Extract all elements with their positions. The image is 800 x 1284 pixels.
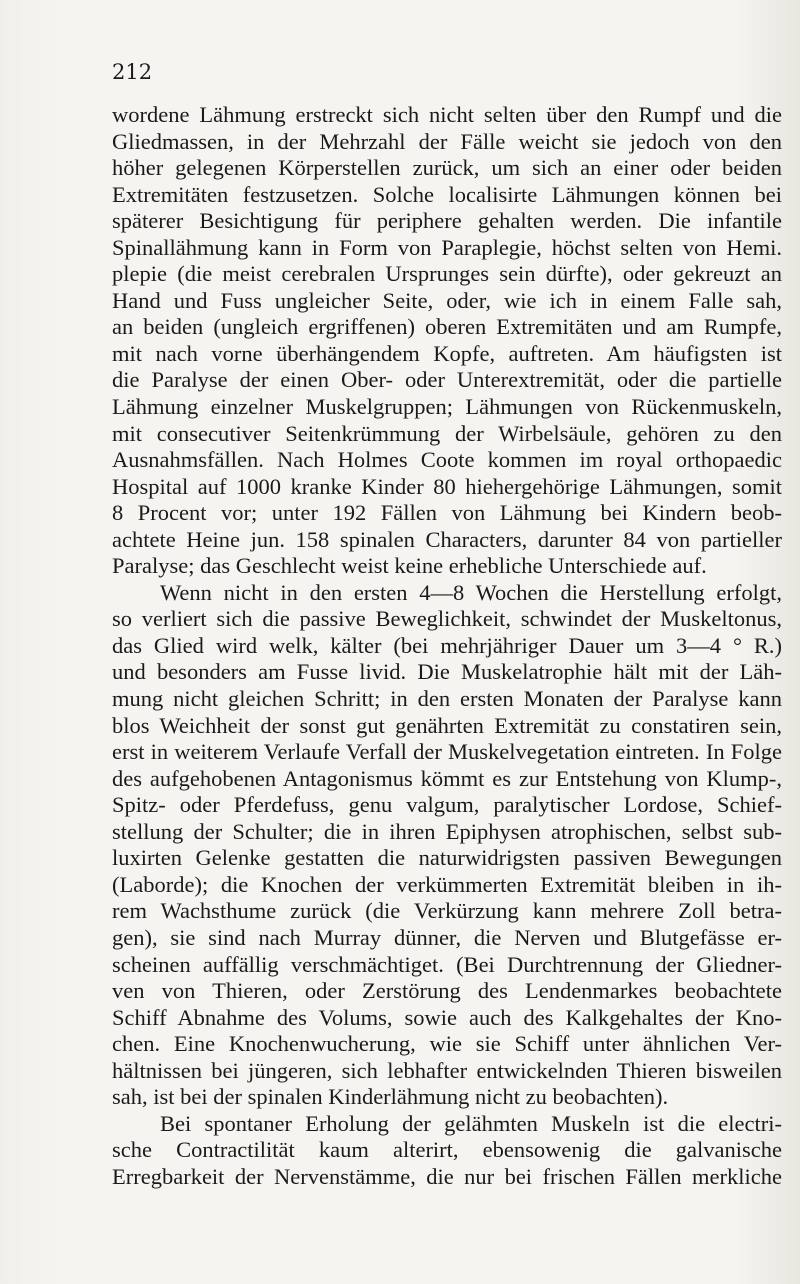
text-line: Schiff Abnahme des Volums, sowie auch des Kalkgehaltes der Kno- bbox=[112, 1004, 782, 1030]
text-line: (Laborde); die Knochen der verkümmerten Extremität bleiben in ih- bbox=[112, 871, 782, 897]
body-text bbox=[112, 102, 782, 1190]
text-line: Gliedmassen, in der Mehrzahl der Fälle weicht sie jedoch von den bbox=[112, 128, 782, 154]
text-line: des aufgehobenen Antagonismus kömmt es zur Entstehung von Klump-, bbox=[112, 765, 782, 791]
text-line: blos Weichheit der sonst gut genährten Extremität zu constatiren sein, bbox=[112, 712, 782, 738]
text-line: mung nicht gleichen Schritt; in den ersten Monaten der Paralyse kann bbox=[112, 686, 782, 712]
text-line: scheinen auffällig verschmächtiget. (Bei Durchtrennung der Gliedner- bbox=[112, 951, 782, 977]
text-line: höher gelegenen Körperstellen zurück, um sich an einer oder beiden bbox=[112, 155, 782, 181]
text-line: 8 Procent vor; unter 192 Fällen von Lähmung bei Kindern beob- bbox=[112, 500, 782, 526]
text-line: stellung der Schulter; die in ihren Epiphysen atrophischen, selbst sub- bbox=[112, 818, 782, 844]
text-line: Hand und Fuss ungleicher Seite, oder, wie ich in einem Falle sah, bbox=[112, 287, 782, 313]
text-line: mit consecutiver Seitenkrümmung der Wirbelsäule, gehören zu den bbox=[112, 420, 782, 446]
text-line: Ausnahmsfällen. Nach Holmes Coote kommen im royal orthopaedic bbox=[112, 447, 782, 473]
paragraph-2 bbox=[112, 580, 782, 1111]
text-line: an beiden (ungleich ergriffenen) oberen Extremitäten und am Rumpfe, bbox=[112, 314, 782, 340]
text-line: und besonders am Fusse livid. Die Muskelatrophie hält mit der Läh- bbox=[112, 659, 782, 685]
text-line: mit nach vorne überhängendem Kopfe, auftreten. Am häufigsten ist bbox=[112, 340, 782, 366]
text-line: Lähmung einzelner Muskelgruppen; Lähmungen von Rückenmuskeln, bbox=[112, 394, 782, 420]
text-line: Spitz- oder Pferdefuss, genu valgum, paralytischer Lordose, Schief- bbox=[112, 792, 782, 818]
text-line: Wenn nicht in den ersten 4—8 Wochen die Herstellung erfolgt, bbox=[160, 579, 782, 605]
text-line: späterer Besichtigung für periphere gehalten werden. Die infantile bbox=[112, 208, 782, 234]
text-line: sche Contractilität kaum alterirt, ebensowenig die galvanische bbox=[112, 1137, 782, 1163]
text-line: plepie (die meist cerebralen Ursprunges sein dürfte), oder gekreuzt an bbox=[112, 261, 782, 287]
text-line: das Glied wird welk, kälter (bei mehrjähriger Dauer um 3—4 ° R.) bbox=[112, 632, 782, 658]
text-line: achtete Heine jun. 158 spinalen Characters, darunter 84 von partieller bbox=[112, 526, 782, 552]
text-line: so verliert sich die passive Beweglichkeit, schwindet der Muskeltonus, bbox=[112, 606, 782, 632]
text-line: Paralyse; das Geschlecht weist keine erhebliche Unterschiede auf. bbox=[112, 553, 707, 579]
text-line: rem Wachsthume zurück (die Verkürzung kann mehrere Zoll betra- bbox=[112, 898, 782, 924]
text-line: chen. Eine Knochenwucherung, wie sie Schiff unter ähnlichen Ver- bbox=[112, 1031, 782, 1057]
text-line: gen), sie sind nach Murray dünner, die Nerven und Blutgefässe er- bbox=[112, 924, 782, 950]
text-line: ven von Thieren, oder Zerstörung des Lendenmarkes beobachtete bbox=[112, 978, 782, 1004]
text-line: Spinallähmung kann in Form von Paraplegie, höchst selten von Hemi. bbox=[112, 234, 782, 260]
text-line: luxirten Gelenke gestatten die naturwidrigsten passiven Bewegungen bbox=[112, 845, 782, 871]
text-line: erst in weiterem Verlaufe Verfall der Muskelvegetation eintreten. In Folge bbox=[112, 739, 782, 765]
text-line: hältnissen bei jüngeren, sich lebhafter entwickelnden Thieren bisweilen bbox=[112, 1057, 782, 1083]
paragraph-3 bbox=[112, 1111, 782, 1191]
text-line: Erregbarkeit der Nervenstämme, die nur bei frischen Fällen merkliche bbox=[112, 1163, 782, 1189]
text-line: wordene Lähmung erstreckt sich nicht selten über den Rumpf und die bbox=[112, 102, 782, 127]
text-line: Hospital auf 1000 kranke Kinder 80 hiehergehörige Lähmungen, somit bbox=[112, 473, 782, 499]
paragraph-1 bbox=[112, 102, 782, 580]
text-line: die Paralyse der einen Ober- oder Unterextremität, oder die partielle bbox=[112, 367, 782, 393]
text-line: Bei spontaner Erholung der gelähmten Muskeln ist die electri- bbox=[160, 1110, 782, 1136]
text-line: Extremitäten festzusetzen. Solche localisirte Lähmungen können bei bbox=[112, 181, 782, 207]
page-number: 212 bbox=[112, 60, 153, 84]
text-line: sah, ist bei der spinalen Kinderlähmung nicht zu beobachten). bbox=[112, 1084, 669, 1110]
